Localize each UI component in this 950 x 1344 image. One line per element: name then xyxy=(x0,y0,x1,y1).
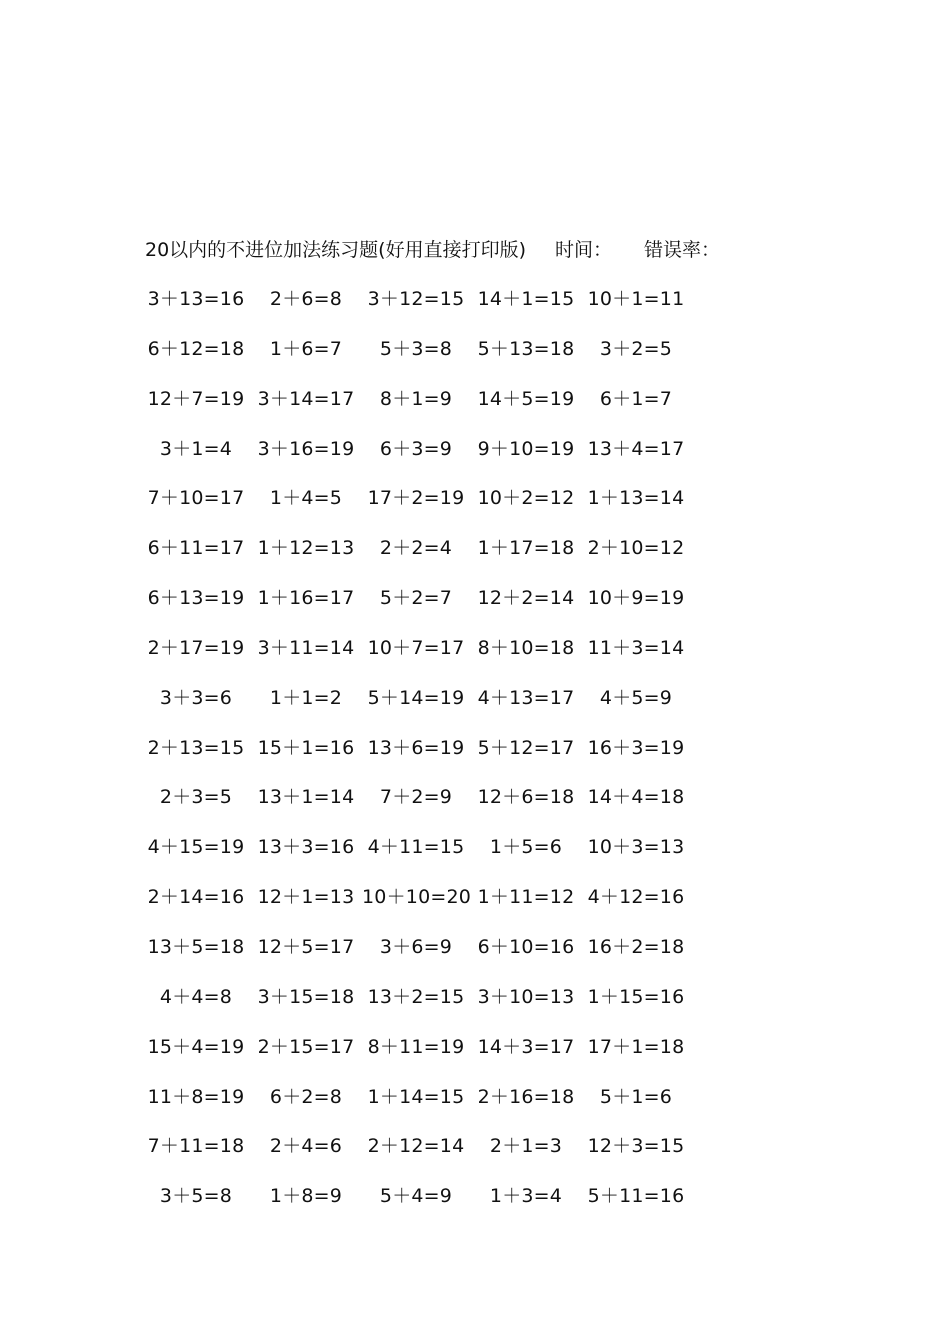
problem-cell: 5＋3=8 xyxy=(379,337,453,360)
problem-cell: 14＋4=18 xyxy=(587,786,685,809)
problem-cell: 17＋2=19 xyxy=(367,487,465,510)
problem-row xyxy=(148,1081,708,1131)
problem-cell: 12＋3=15 xyxy=(587,1135,685,1158)
problem-cell: 13＋5=18 xyxy=(147,935,245,958)
problem-cell: 14＋5=19 xyxy=(477,387,575,410)
problem-cell: 3＋13=16 xyxy=(147,288,245,310)
problem-cell: 17＋1=18 xyxy=(587,1035,685,1058)
problem-row xyxy=(148,582,708,632)
problem-cell: 1＋11=12 xyxy=(477,886,575,909)
problem-cell: 5＋1=6 xyxy=(599,1085,673,1108)
problem-cell: 13＋2=15 xyxy=(367,985,465,1008)
problem-cell: 2＋6=8 xyxy=(269,288,343,310)
problem-cell: 1＋15=16 xyxy=(587,985,685,1008)
problem-cell: 2＋2=4 xyxy=(379,537,453,560)
problem-cell: 4＋13=17 xyxy=(477,686,575,709)
problem-cell: 12＋5=17 xyxy=(257,935,355,958)
problem-cell: 3＋14=17 xyxy=(257,387,355,410)
problem-cell: 1＋3=4 xyxy=(489,1185,563,1208)
problem-cell: 10＋9=19 xyxy=(587,587,685,610)
problem-cell: 3＋12=15 xyxy=(367,288,465,310)
problem-cell: 6＋10=16 xyxy=(477,935,575,958)
problem-cell: 11＋8=19 xyxy=(147,1085,245,1108)
problem-cell: 1＋16=17 xyxy=(257,587,355,610)
worksheet-header xyxy=(145,234,865,266)
problem-cell: 3＋5=8 xyxy=(159,1185,233,1208)
problem-cell: 13＋1=14 xyxy=(257,786,355,809)
problem-row xyxy=(148,781,708,831)
problem-row xyxy=(148,433,708,483)
problem-cell: 5＋2=7 xyxy=(379,587,453,610)
problem-cell: 4＋11=15 xyxy=(367,836,465,859)
problem-cell: 5＋12=17 xyxy=(477,736,575,759)
problem-cell: 3＋6=9 xyxy=(379,935,453,958)
problem-cell: 14＋1=15 xyxy=(477,288,575,310)
problem-row xyxy=(148,931,708,981)
problem-cell: 4＋5=9 xyxy=(599,686,673,709)
problem-cell: 13＋3=16 xyxy=(257,836,355,859)
problem-cell: 15＋1=16 xyxy=(257,736,355,759)
problem-cell: 2＋16=18 xyxy=(477,1085,575,1108)
problem-cell: 1＋4=5 xyxy=(269,487,343,510)
problem-cell: 2＋12=14 xyxy=(367,1135,465,1158)
problem-cell: 6＋12=18 xyxy=(147,337,245,360)
time-label: 时间： xyxy=(555,239,613,261)
problem-cell: 13＋4=17 xyxy=(587,437,685,460)
error-rate-label: 错误率： xyxy=(644,239,721,261)
problem-cell: 2＋14=16 xyxy=(147,886,245,909)
problem-row xyxy=(148,532,708,582)
problem-cell: 10＋2=12 xyxy=(477,487,575,510)
problem-cell: 2＋3=5 xyxy=(159,786,233,809)
problem-cell: 1＋6=7 xyxy=(269,337,343,360)
problem-cell: 4＋12=16 xyxy=(587,886,685,909)
problem-cell: 2＋17=19 xyxy=(147,636,245,659)
problem-cell: 8＋1=9 xyxy=(379,387,453,410)
problem-cell: 12＋2=14 xyxy=(477,587,575,610)
problem-cell: 3＋11=14 xyxy=(257,636,355,659)
problem-cell: 8＋11=19 xyxy=(367,1035,465,1058)
problem-row xyxy=(148,881,708,931)
problem-cell: 3＋2=5 xyxy=(599,337,673,360)
problem-cell: 9＋10=19 xyxy=(477,437,575,460)
problem-cell: 6＋2=8 xyxy=(269,1085,343,1108)
problem-cell: 8＋10=18 xyxy=(477,636,575,659)
problem-row xyxy=(148,333,708,383)
problem-cell: 1＋17=18 xyxy=(477,537,575,560)
problem-cell: 1＋8=9 xyxy=(269,1185,343,1208)
problem-row xyxy=(148,732,708,782)
problem-cell: 4＋4=8 xyxy=(159,985,233,1008)
problem-cell: 7＋2=9 xyxy=(379,786,453,809)
problem-cell: 10＋10=20 xyxy=(362,886,472,909)
problem-cell: 3＋15=18 xyxy=(257,985,355,1008)
problem-cell: 2＋1=3 xyxy=(489,1135,563,1158)
problem-cell: 1＋12=13 xyxy=(257,537,355,560)
problem-cell: 14＋3=17 xyxy=(477,1035,575,1058)
problem-cell: 5＋4=9 xyxy=(379,1185,453,1208)
problem-row xyxy=(148,1130,708,1180)
problem-cell: 11＋3=14 xyxy=(587,636,685,659)
problem-cell: 12＋1=13 xyxy=(257,886,355,909)
problem-row xyxy=(148,1031,708,1081)
problem-row xyxy=(148,682,708,732)
problem-cell: 10＋1=11 xyxy=(587,288,685,310)
problem-cell: 16＋2=18 xyxy=(587,935,685,958)
problem-cell: 6＋13=19 xyxy=(147,587,245,610)
problem-cell: 3＋1=4 xyxy=(159,437,233,460)
problem-row xyxy=(148,383,708,433)
problem-cell: 6＋3=9 xyxy=(379,437,453,460)
problem-cell: 7＋11=18 xyxy=(147,1135,245,1158)
problem-cell: 1＋14=15 xyxy=(367,1085,465,1108)
problem-row xyxy=(148,632,708,682)
problem-cell: 1＋1=2 xyxy=(269,686,343,709)
problem-row xyxy=(148,482,708,532)
problem-cell: 10＋3=13 xyxy=(587,836,685,859)
problem-row xyxy=(148,831,708,881)
problem-cell: 12＋7=19 xyxy=(147,387,245,410)
problem-cell: 6＋1=7 xyxy=(599,387,673,410)
problem-cell: 13＋6=19 xyxy=(367,736,465,759)
problem-grid xyxy=(148,283,708,1230)
problem-cell: 1＋13=14 xyxy=(587,487,685,510)
problem-cell: 12＋6=18 xyxy=(477,786,575,809)
problem-cell: 5＋13=18 xyxy=(477,337,575,360)
problem-row xyxy=(148,981,708,1031)
problem-cell: 5＋14=19 xyxy=(367,686,465,709)
problem-cell: 3＋16=19 xyxy=(257,437,355,460)
worksheet-title: 20以内的不进位加法练习题(好用直接打印版) xyxy=(145,239,527,261)
problem-cell: 2＋13=15 xyxy=(147,736,245,759)
problem-cell: 2＋10=12 xyxy=(587,537,685,560)
problem-cell: 1＋5=6 xyxy=(489,836,563,859)
problem-cell: 10＋7=17 xyxy=(367,636,465,659)
problem-row xyxy=(148,283,708,333)
problem-cell: 16＋3=19 xyxy=(587,736,685,759)
problem-cell: 7＋10=17 xyxy=(147,487,245,510)
problem-cell: 15＋4=19 xyxy=(147,1035,245,1058)
problem-cell: 5＋11=16 xyxy=(587,1185,685,1208)
problem-row xyxy=(148,1180,708,1230)
problem-cell: 6＋11=17 xyxy=(147,537,245,560)
problem-cell: 4＋15=19 xyxy=(147,836,245,859)
problem-cell: 3＋10=13 xyxy=(477,985,575,1008)
problem-cell: 3＋3=6 xyxy=(159,686,233,709)
problem-cell: 2＋15=17 xyxy=(257,1035,355,1058)
problem-cell: 2＋4=6 xyxy=(269,1135,343,1158)
